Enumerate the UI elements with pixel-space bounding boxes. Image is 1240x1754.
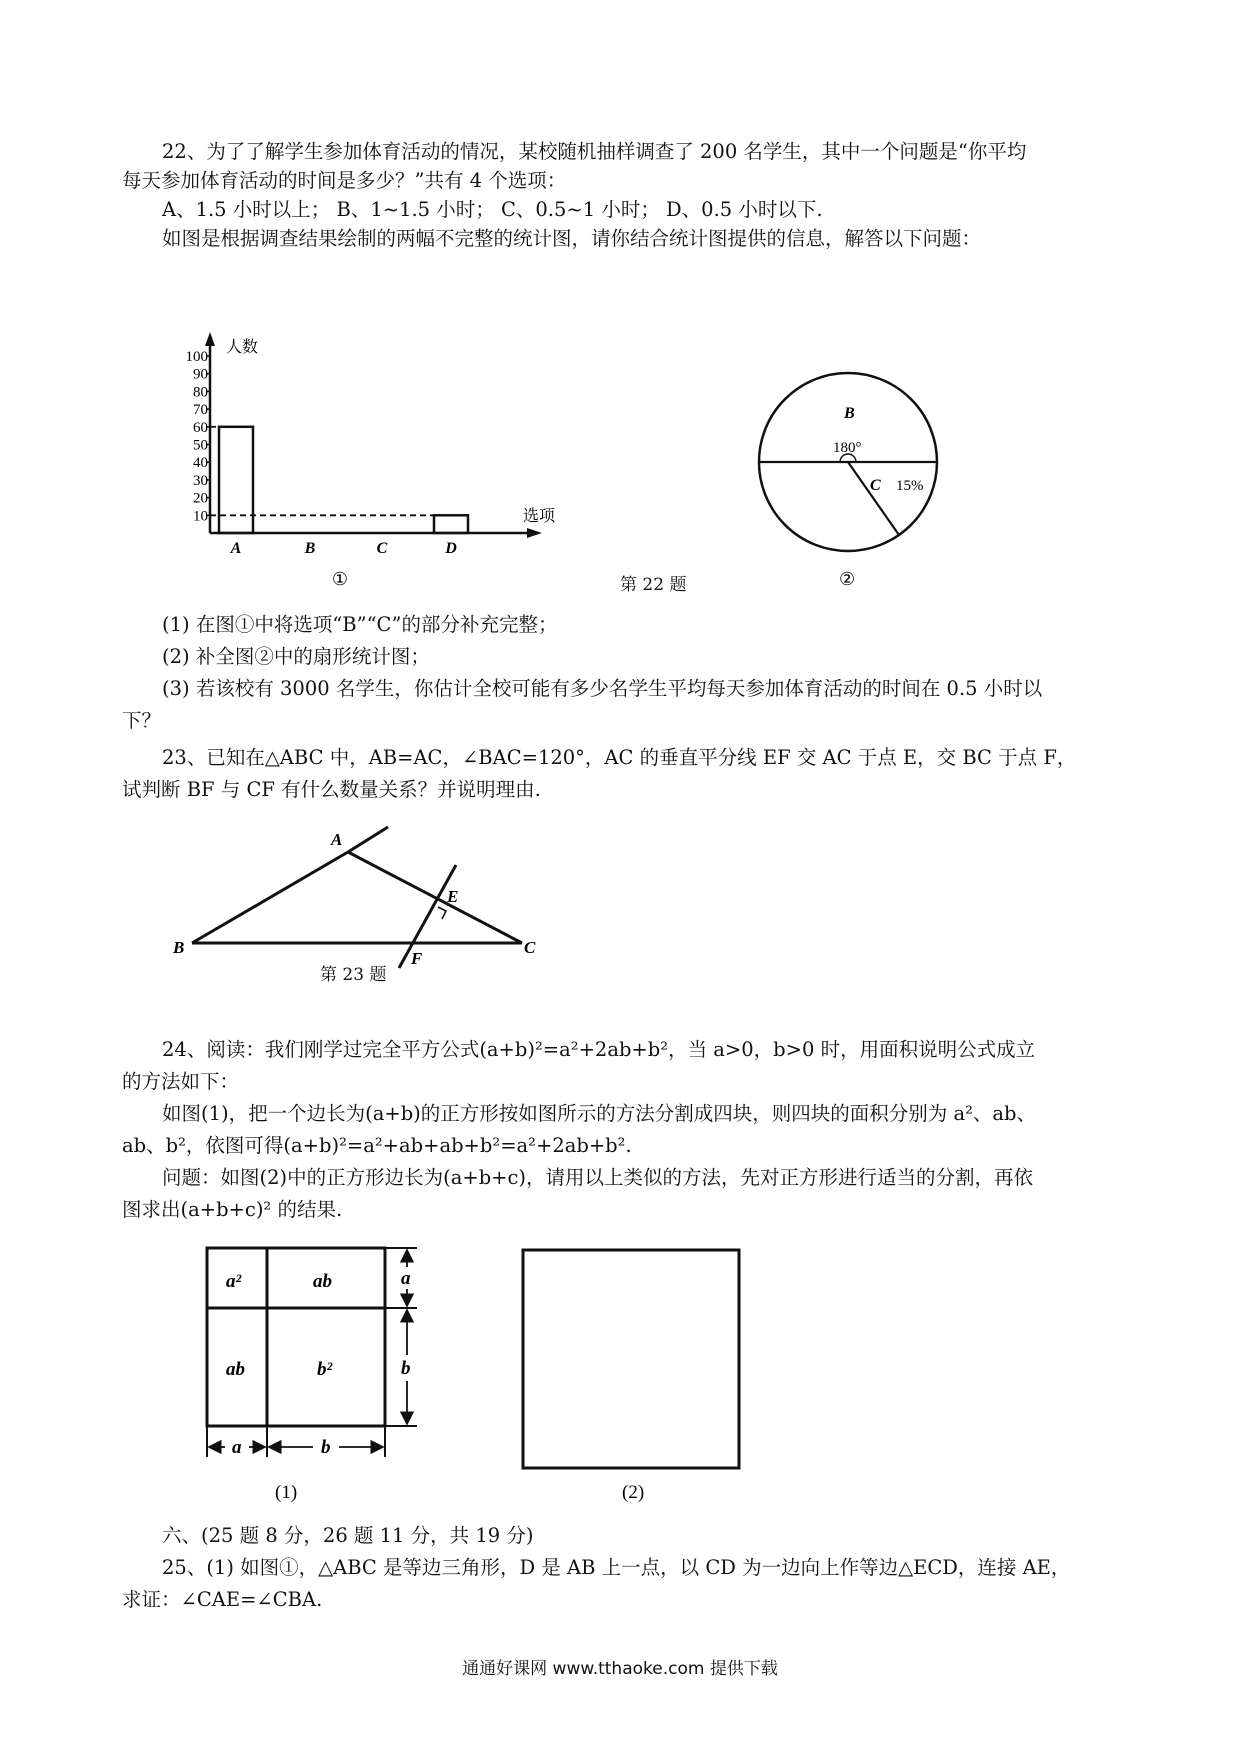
x-axis-label: 选项	[523, 508, 556, 525]
q22-line-4: 如图是根据调查结果绘制的两幅不完整的统计图，请你结合统计图提供的信息，解答以下问题：	[162, 227, 982, 250]
x-axis-arrow	[527, 528, 542, 538]
y-tick-label: 100	[185, 349, 208, 365]
y-tick-label: 90	[193, 366, 208, 383]
y-tick-label: 80	[193, 384, 208, 401]
y-tick-label: 70	[193, 402, 208, 419]
square-figure-1	[195, 1235, 435, 1505]
q24-line-2: 的方法如下：	[122, 1070, 240, 1093]
dim-label-b-bottom: b	[321, 1437, 331, 1458]
pie-label-c: C	[870, 477, 881, 494]
pie-label-b: B	[844, 405, 855, 422]
x-tick-label: D	[445, 540, 457, 557]
q24-line-1: 24、阅读：我们刚学过完全平方公式(a+b)²=a²+2ab+b²，当 a>0，b>0 时，用面积说明公式成立	[162, 1038, 1036, 1061]
x-tick-label: A	[230, 540, 242, 557]
q25-line-1: 25、(1) 如图①，△ABC 是等边三角形，D 是 AB 上一点，以 CD 为一边向上作等边△ECD，连接 AE，	[162, 1556, 1071, 1579]
fig-label-1: ①	[331, 569, 349, 589]
q25-line-2: 求证：∠CAE=∠CBA.	[122, 1588, 323, 1611]
cell-ab-left: ab	[226, 1359, 245, 1380]
footer: 通通好课网 www.tthaoke.com 提供下载	[462, 1659, 778, 1679]
cell-ab-top: ab	[313, 1271, 332, 1292]
right-angle-mark	[438, 907, 446, 919]
cell-a-squared: a²	[226, 1271, 242, 1292]
cell-b-squared: b²	[317, 1359, 333, 1380]
bisector-ef	[399, 865, 459, 968]
section-6-heading: 六、(25 题 8 分，26 题 11 分，共 19 分)	[162, 1524, 534, 1547]
q24-line-5: 问题：如图(2)中的正方形边长为(a+b+c)，请用以上类似的方法，先对正方形进行适当的分割，再依	[162, 1166, 1034, 1189]
x-tick-label: B	[304, 540, 316, 557]
label-f: F	[411, 949, 423, 968]
label-e: E	[447, 887, 459, 906]
pie-chart	[748, 370, 948, 600]
label-c: C	[524, 938, 536, 957]
fig-label-2: ②	[839, 569, 856, 589]
square-figure-2	[515, 1240, 755, 1505]
dim-label-a-right: a	[401, 1268, 411, 1289]
dim-label-a-bottom: a	[232, 1437, 242, 1458]
q22-part-1: (1) 在图①中将选项“B”“C”的部分补充完整；	[162, 613, 558, 636]
label-b: B	[173, 938, 185, 957]
empty-square	[523, 1250, 739, 1468]
q22-part-2: (2) 补全图②中的扇形统计图；	[162, 645, 430, 668]
pie-radius-c	[848, 462, 899, 535]
y-axis-label: 人数	[226, 339, 259, 356]
q23-line-1: 23、已知在△ABC 中，AB=AC，∠BAC=120°，AC 的垂直平分线 EF 交 AC 于点 E，交 BC 于点 F，	[162, 746, 1077, 769]
y-tick-label: 40	[193, 455, 208, 472]
q22-options: A、1.5 小时以上； B、1~1.5 小时； C、0.5~1 小时； D、0.5 小时以下.	[162, 198, 823, 221]
q24-line-3: 如图(1)，把一个边长为(a+b)的正方形按如图所示的方法分割成四块，则四块的面积分别为 a²、ab、	[162, 1102, 1037, 1125]
q24-line-6: 图求出(a+b+c)² 的结果.	[122, 1198, 343, 1221]
pie-percent-c: 15%	[896, 478, 924, 494]
bar-chart	[185, 305, 580, 595]
q22-part-3b: 下？	[122, 709, 162, 732]
bar	[434, 515, 468, 533]
q22-caption: 第 22 题	[620, 575, 687, 595]
y-tick-label: 30	[193, 472, 208, 489]
fig-label-1: (1)	[275, 1482, 298, 1503]
pie-angle-text: 180°	[833, 440, 862, 456]
y-tick-label: 50	[193, 437, 208, 454]
y-tick-label: 10	[193, 508, 208, 525]
q24-line-4: ab、b²，依图可得(a+b)²=a²+ab+ab+b²=a²+2ab+b².	[122, 1134, 632, 1157]
y-axis-arrow	[205, 332, 215, 346]
q22-part-3: (3) 若该校有 3000 名学生，你估计全校可能有多少名学生平均每天参加体育活动的时间在 0.5 小时以	[162, 677, 1043, 700]
segment-ab	[192, 852, 348, 943]
q22-line-1: 22、为了了解学生参加体育活动的情况，某校随机抽样调查了 200 名学生，其中一个问题是“你平均	[162, 140, 1027, 163]
q22-line-2: 每天参加体育活动的时间是多少？”共有 4 个选项：	[122, 169, 567, 192]
x-tick-label: C	[376, 540, 388, 557]
label-a: A	[331, 830, 343, 849]
q23-line-2: 试判断 BF 与 CF 有什么数量关系？并说明理由.	[122, 778, 541, 801]
segment-ac	[348, 852, 522, 943]
fig-label-2-square: (2)	[622, 1482, 645, 1503]
y-tick-label: 60	[193, 419, 208, 436]
extension-a	[348, 827, 388, 852]
dim-label-b-right: b	[401, 1358, 411, 1379]
bar	[219, 427, 253, 533]
q23-caption: 第 23 题	[320, 965, 387, 985]
y-tick-label: 20	[193, 490, 208, 507]
